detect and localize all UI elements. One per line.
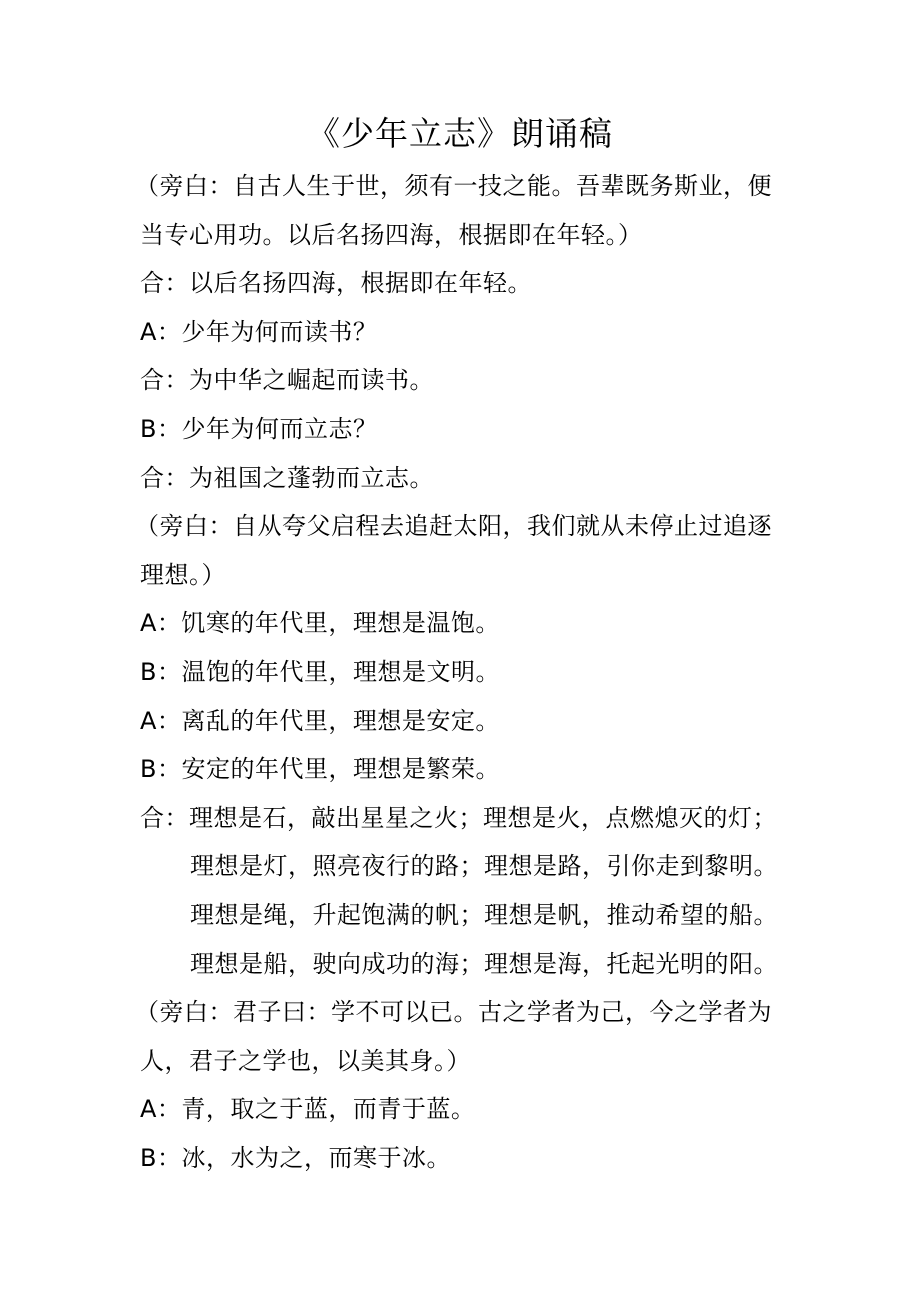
speaker-a-line: A：离乱的年代里，理想是安定。 [140, 706, 500, 735]
speaker-b-line: B：温饱的年代里，理想是文明。 [140, 657, 500, 686]
chorus-line: 合：理想是石，敲出星星之火；理想是火，点燃熄灭的灯； [140, 803, 777, 832]
chorus-line: 合：以后名扬四海，根据即在年轻。 [140, 269, 532, 298]
recitation-script [135, 162, 790, 1182]
document-title: 《少年立志》朗诵稿 [307, 114, 613, 153]
narration-line: （旁白：君子曰：学不可以已。古之学者为己，今之学者为 [135, 998, 772, 1027]
speaker-a-line: A：饥寒的年代里，理想是温饱。 [140, 609, 500, 638]
narration-line: （旁白：自从夸父启程去追赶太阳，我们就从未停止过追逐 [135, 512, 772, 541]
speaker-a-line: A：青，取之于蓝，而青于蓝。 [140, 1095, 476, 1124]
speaker-a-line: A：少年为何而读书？ [140, 317, 378, 346]
speaker-b-line: B：少年为何而立志？ [140, 414, 378, 443]
chorus-line: 理想是绳，升起饱满的帆；理想是帆，推动希望的船。 [190, 900, 778, 929]
speaker-b-line: B：冰，水为之，而寒于冰。 [140, 1143, 451, 1172]
chorus-line: 合：为祖国之蓬勃而立志。 [140, 463, 434, 492]
chorus-line: 合：为中华之崛起而读书。 [140, 366, 434, 395]
chorus-line: 理想是船，驶向成功的海；理想是海，托起光明的阳。 [190, 949, 778, 978]
chorus-line: 理想是灯，照亮夜行的路；理想是路，引你走到黎明。 [190, 852, 778, 881]
narration-line: 理想。） [140, 560, 226, 589]
narration-line: 当专心用功。以后名扬四海，根据即在年轻。） [140, 220, 643, 249]
narration-line: （旁白：自古人生于世，须有一技之能。吾辈既务斯业，便 [135, 172, 772, 200]
speaker-b-line: B：安定的年代里，理想是繁荣。 [140, 755, 500, 784]
narration-line: 人，君子之学也，以美其身。） [140, 1046, 471, 1075]
